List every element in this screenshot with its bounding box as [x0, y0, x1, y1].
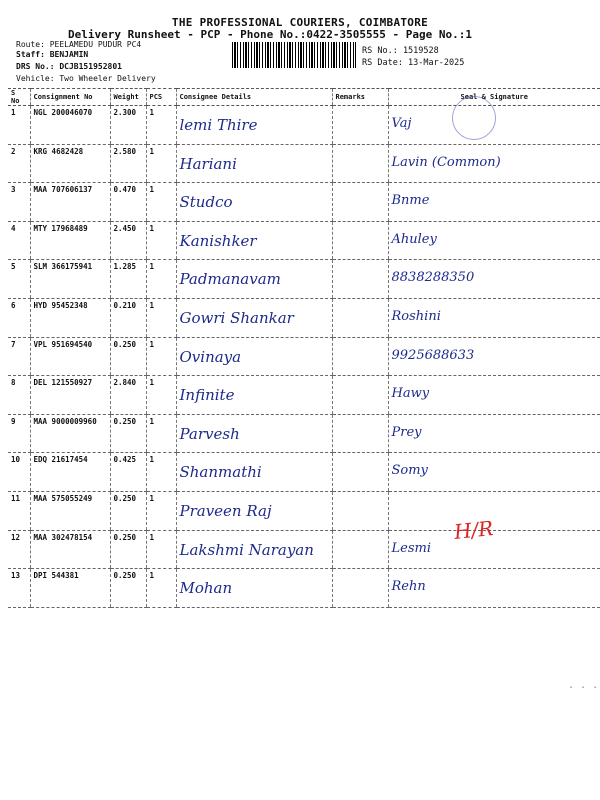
cell-weight: 0.210 [110, 298, 146, 337]
cell-signature: Roshini [388, 298, 600, 337]
table-row [8, 144, 600, 183]
cell-weight: 0.470 [110, 183, 146, 222]
cell-signature: Vaj [388, 106, 600, 145]
cell-sno: 2 [8, 144, 30, 183]
cell-sno: 13 [8, 569, 30, 608]
cell-pcs: 1 [146, 106, 176, 145]
cell-pcs: 1 [146, 569, 176, 608]
cell-consignment: EDQ 21617454 [30, 453, 110, 492]
cell-weight: 0.250 [110, 569, 146, 608]
cell-sno: 11 [8, 491, 30, 530]
cell-remarks [332, 453, 388, 492]
cell-weight: 0.425 [110, 453, 146, 492]
table-row [8, 337, 600, 376]
cell-consignee: Lakshmi Narayan [176, 530, 332, 569]
seal-stamp [452, 96, 496, 140]
cell-pcs: 1 [146, 491, 176, 530]
scan-dots: . . . [568, 680, 599, 691]
cell-sno: 4 [8, 221, 30, 260]
cell-consignment: DPI 544381 [30, 569, 110, 608]
cell-signature: 9925688633 [388, 337, 600, 376]
drs-number: DRS No.: DCJB151952801 [16, 62, 122, 71]
cell-consignment: HYD 95452348 [30, 298, 110, 337]
cell-remarks [332, 221, 388, 260]
cell-consignment: DEL 121550927 [30, 376, 110, 415]
cell-signature: Prey [388, 414, 600, 453]
cell-remarks [332, 106, 388, 145]
table-row [8, 298, 600, 337]
cell-consignment: MTY 17968489 [30, 221, 110, 260]
table-row [8, 569, 600, 608]
cell-consignment: MAA 302478154 [30, 530, 110, 569]
cell-weight: 2.300 [110, 106, 146, 145]
cell-consignee: Mohan [176, 569, 332, 608]
cell-weight: 0.250 [110, 414, 146, 453]
cell-consignee: Parvesh [176, 414, 332, 453]
table-row [8, 530, 600, 569]
table-row [8, 414, 600, 453]
table-row [8, 260, 600, 299]
cell-consignee: Gowri Shankar [176, 298, 332, 337]
table-body [8, 106, 600, 608]
cell-sno: 7 [8, 337, 30, 376]
cell-consignment: MAA 9000009960 [30, 414, 110, 453]
cell-sno: 9 [8, 414, 30, 453]
cell-remarks [332, 337, 388, 376]
cell-remarks [332, 530, 388, 569]
cell-signature: Ahuley [388, 221, 600, 260]
route: Route: PEELAMEDU PUDUR PC4 [16, 40, 142, 49]
cell-sno: 8 [8, 376, 30, 415]
col-remarks: Remarks [332, 89, 388, 106]
cell-pcs: 1 [146, 221, 176, 260]
col-consignee: Consignee Details [176, 89, 332, 106]
cell-signature: Hawy [388, 376, 600, 415]
cell-consignee: Infinite [176, 376, 332, 415]
company-name: THE PROFESSIONAL COURIERS, COIMBATORE [171, 16, 429, 29]
cell-consignee: Ovinaya [176, 337, 332, 376]
col-pcs: PCS [146, 89, 176, 106]
cell-weight: 2.840 [110, 376, 146, 415]
cell-signature: Lavin (Common) [388, 144, 600, 183]
cell-weight: 2.580 [110, 144, 146, 183]
cell-signature: Bnme [388, 183, 600, 222]
cell-weight: 0.250 [110, 491, 146, 530]
table-row [8, 491, 600, 530]
cell-weight: 1.285 [110, 260, 146, 299]
col-sno: S No [8, 89, 30, 106]
cell-pcs: 1 [146, 337, 176, 376]
cell-consignment: SLM 366175941 [30, 260, 110, 299]
col-consignment: Consignment No [30, 89, 110, 106]
cell-consignment: KRG 4682428 [30, 144, 110, 183]
cell-remarks [332, 376, 388, 415]
cell-consignee: Padmanavam [176, 260, 332, 299]
table-row [8, 183, 600, 222]
cell-remarks [332, 144, 388, 183]
cell-sno: 5 [8, 260, 30, 299]
table-row [8, 376, 600, 415]
cell-weight: 0.250 [110, 530, 146, 569]
cell-pcs: 1 [146, 530, 176, 569]
cell-pcs: 1 [146, 144, 176, 183]
cell-remarks [332, 183, 388, 222]
cell-consignee: Shanmathi [176, 453, 332, 492]
rs-date: RS Date: 13-Mar-2025 [362, 58, 465, 68]
cell-signature: 8838288350 [388, 260, 600, 299]
table-row [8, 221, 600, 260]
rs-number: RS No.: 1519528 [362, 46, 439, 56]
cell-sno: 3 [8, 183, 30, 222]
cell-weight: 2.450 [110, 221, 146, 260]
cell-remarks [332, 491, 388, 530]
vehicle: Vehicle: Two Wheeler Delivery [16, 74, 156, 83]
cell-consignee: Studco [176, 183, 332, 222]
cell-signature: Somy [388, 453, 600, 492]
runsheet-table [8, 88, 600, 608]
staff: Staff: BENJAMIN [16, 50, 89, 59]
cell-sno: 1 [8, 106, 30, 145]
table-row [8, 453, 600, 492]
col-signature: Seal & Signature [388, 89, 600, 106]
cell-consignee: Kanishker [176, 221, 332, 260]
cell-signature: Rehn [388, 569, 600, 608]
cell-sno: 10 [8, 453, 30, 492]
cell-consignment: NGL 200046070 [30, 106, 110, 145]
cell-consignee: Hariani [176, 144, 332, 183]
col-weight: Weight [110, 89, 146, 106]
cell-remarks [332, 414, 388, 453]
cell-remarks [332, 260, 388, 299]
cell-pcs: 1 [146, 453, 176, 492]
table-header [8, 89, 600, 106]
cell-remarks [332, 569, 388, 608]
cell-consignee: Praveen Raj [176, 491, 332, 530]
cell-remarks [332, 298, 388, 337]
cell-pcs: 1 [146, 260, 176, 299]
table-row [8, 106, 600, 145]
cell-pcs: 1 [146, 183, 176, 222]
hr-mark: H/R [452, 516, 495, 544]
cell-signature: Lesmi [388, 530, 600, 569]
cell-weight: 0.250 [110, 337, 146, 376]
cell-pcs: 1 [146, 298, 176, 337]
cell-sno: 12 [8, 530, 30, 569]
cell-pcs: 1 [146, 414, 176, 453]
runsheet-title: Delivery Runsheet - PCP - Phone No.:0422-3505555 - Page No.:1 [68, 28, 472, 41]
cell-signature [388, 491, 600, 530]
cell-consignment: MAA 575055249 [30, 491, 110, 530]
cell-consignment: VPL 951694540 [30, 337, 110, 376]
cell-pcs: 1 [146, 376, 176, 415]
cell-consignment: MAA 707606137 [30, 183, 110, 222]
barcode [232, 42, 356, 68]
cell-sno: 6 [8, 298, 30, 337]
cell-consignee: lemi Thire [176, 106, 332, 145]
